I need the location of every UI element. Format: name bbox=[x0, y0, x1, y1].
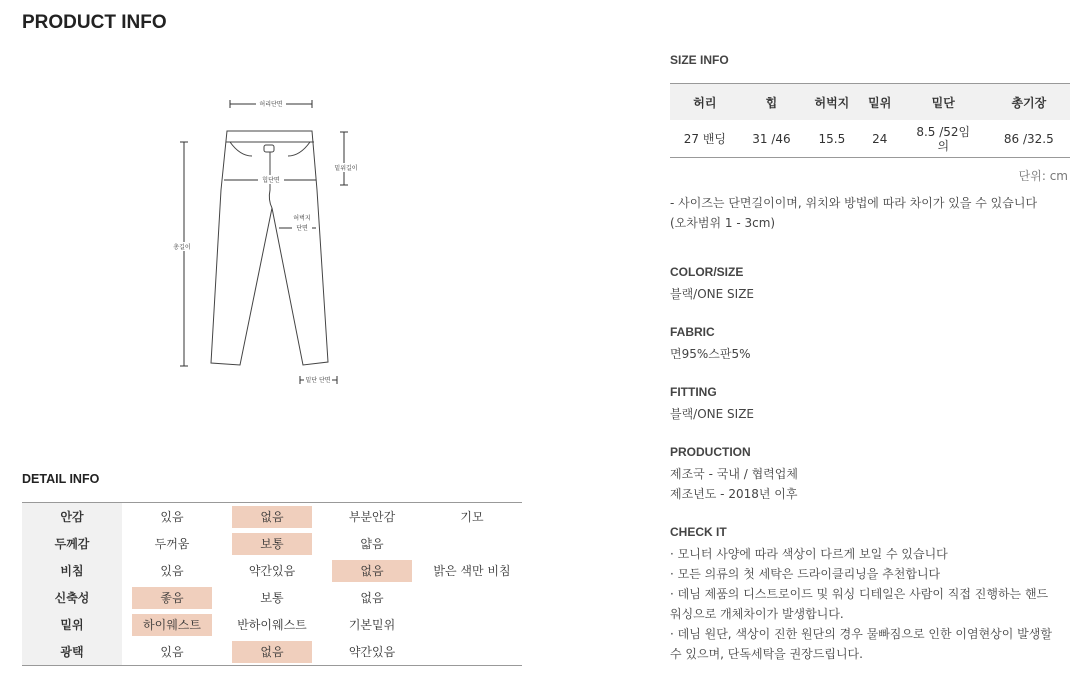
detail-row-sheerness bbox=[22, 557, 522, 584]
size-cell: 8.5 /52임 의 bbox=[916, 124, 971, 153]
check-it-line: · 데님 원단, 색상이 진한 원단의 경우 물빠짐으로 인한 이염현상이 발생할 bbox=[670, 627, 1052, 641]
fitting-heading: FITTING bbox=[670, 385, 717, 399]
size-cell: 27 밴딩 bbox=[683, 131, 727, 146]
size-col-header: 총기장 bbox=[988, 84, 1070, 121]
detail-option: 얇음 bbox=[360, 536, 384, 551]
detail-option-selected: 보통 bbox=[232, 533, 312, 555]
thigh-label-1: 허벅지 bbox=[293, 215, 311, 222]
detail-row-label: 광택 bbox=[22, 638, 122, 666]
size-cell: 31 /46 bbox=[752, 131, 791, 146]
waist-label: 허리단면 bbox=[259, 101, 283, 108]
size-col-header: 힙 bbox=[740, 84, 803, 121]
fitting-value: 블랙/ONE SIZE bbox=[670, 407, 755, 421]
detail-option-selected: 좋음 bbox=[132, 587, 212, 609]
detail-option-selected: 하이웨스트 bbox=[132, 614, 212, 636]
size-info-heading: SIZE INFO bbox=[670, 53, 729, 67]
detail-option: 반하이웨스트 bbox=[237, 617, 307, 632]
detail-option: 약간있음 bbox=[348, 644, 396, 659]
detail-option-selected: 없음 bbox=[232, 506, 312, 528]
check-it-heading: CHECK IT bbox=[670, 525, 727, 539]
size-col-header: 허벅지 bbox=[803, 84, 860, 121]
length-measure-arrow bbox=[172, 142, 196, 366]
detail-option: 기본밑위 bbox=[348, 617, 396, 632]
detail-row-label: 안감 bbox=[22, 503, 122, 531]
color-size-heading: COLOR/SIZE bbox=[670, 265, 744, 279]
detail-row-lining bbox=[22, 503, 522, 531]
detail-option: 밝은 색만 비침 bbox=[433, 563, 511, 578]
size-info-table bbox=[670, 83, 1070, 158]
size-cell: 24 bbox=[872, 131, 888, 146]
size-cell: 86 /32.5 bbox=[1003, 131, 1054, 146]
detail-row-label: 밑위 bbox=[22, 611, 122, 638]
check-it-line: 워싱으로 개체차이가 발생합니다. bbox=[670, 607, 844, 621]
detail-option: 있음 bbox=[160, 644, 184, 659]
size-cell: 15.5 bbox=[818, 131, 846, 146]
detail-option: 보통 bbox=[260, 590, 284, 605]
size-col-header: 밑단 bbox=[899, 84, 988, 121]
thigh-label-2: 단면 bbox=[296, 225, 308, 232]
check-it-line: · 모니터 사양에 따라 색상이 다르게 보일 수 있습니다 bbox=[670, 547, 948, 561]
size-unit: 단위: cm bbox=[1018, 169, 1068, 183]
rise-label: 밑위길이 bbox=[334, 165, 358, 172]
production-line: 제조년도 - 2018년 이후 bbox=[670, 487, 798, 501]
detail-option: 기모 bbox=[460, 509, 484, 524]
production-line: 제조국 - 국내 / 협력업체 bbox=[670, 467, 798, 481]
rise-measure-arrow bbox=[334, 132, 358, 185]
size-note: (오차범위 1 - 3cm) bbox=[670, 216, 776, 230]
detail-row-label: 두께감 bbox=[22, 530, 122, 557]
size-col-header: 밑위 bbox=[861, 84, 899, 121]
pants-outline bbox=[211, 131, 328, 365]
check-it-line: · 데님 제품의 디스트로이드 및 워싱 디테일은 사람이 직접 진행하는 핸드 bbox=[670, 587, 1049, 601]
detail-row-label: 비침 bbox=[22, 557, 122, 584]
color-size-value: 블랙/ONE SIZE bbox=[670, 287, 755, 301]
check-it-line: · 모든 의류의 첫 세탁은 드라이클리닝을 추천합니다 bbox=[670, 567, 941, 581]
fabric-value: 면95%스판5% bbox=[670, 347, 751, 361]
detail-row-stretch bbox=[22, 584, 522, 611]
page-title: PRODUCT INFO bbox=[22, 12, 167, 33]
detail-option: 부분안감 bbox=[348, 509, 396, 524]
size-col-header: 허리 bbox=[670, 84, 740, 121]
hip-label: 힙단면 bbox=[262, 177, 280, 184]
detail-row-gloss bbox=[22, 638, 522, 666]
detail-option-selected: 없음 bbox=[232, 641, 312, 663]
length-label: 총길이 bbox=[173, 244, 191, 251]
detail-option: 있음 bbox=[160, 509, 184, 524]
size-note: - 사이즈는 단면길이이며, 위치와 방법에 따라 차이가 있을 수 있습니다 bbox=[670, 196, 1038, 210]
detail-option: 있음 bbox=[160, 563, 184, 578]
check-it-line: 수 있으며, 단독세탁을 권장드립니다. bbox=[670, 647, 863, 661]
detail-option-selected: 없음 bbox=[332, 560, 412, 582]
hem-label: 밑단 단면 bbox=[305, 377, 331, 384]
detail-option: 약간있음 bbox=[248, 563, 296, 578]
detail-info-table bbox=[22, 502, 522, 666]
pants-measurement-diagram bbox=[160, 90, 370, 390]
detail-row-thickness bbox=[22, 530, 522, 557]
detail-row-rise bbox=[22, 611, 522, 638]
production-heading: PRODUCTION bbox=[670, 445, 751, 459]
hem-measure-arrow bbox=[300, 375, 337, 384]
waist-measure-arrow bbox=[230, 99, 312, 108]
fabric-heading: FABRIC bbox=[670, 325, 715, 339]
detail-option: 두꺼움 bbox=[154, 536, 190, 551]
size-table-row bbox=[670, 120, 1070, 158]
detail-row-label: 신축성 bbox=[22, 584, 122, 611]
detail-info-heading: DETAIL INFO bbox=[22, 472, 100, 486]
detail-option: 없음 bbox=[360, 590, 384, 605]
size-table-header bbox=[670, 84, 1070, 121]
